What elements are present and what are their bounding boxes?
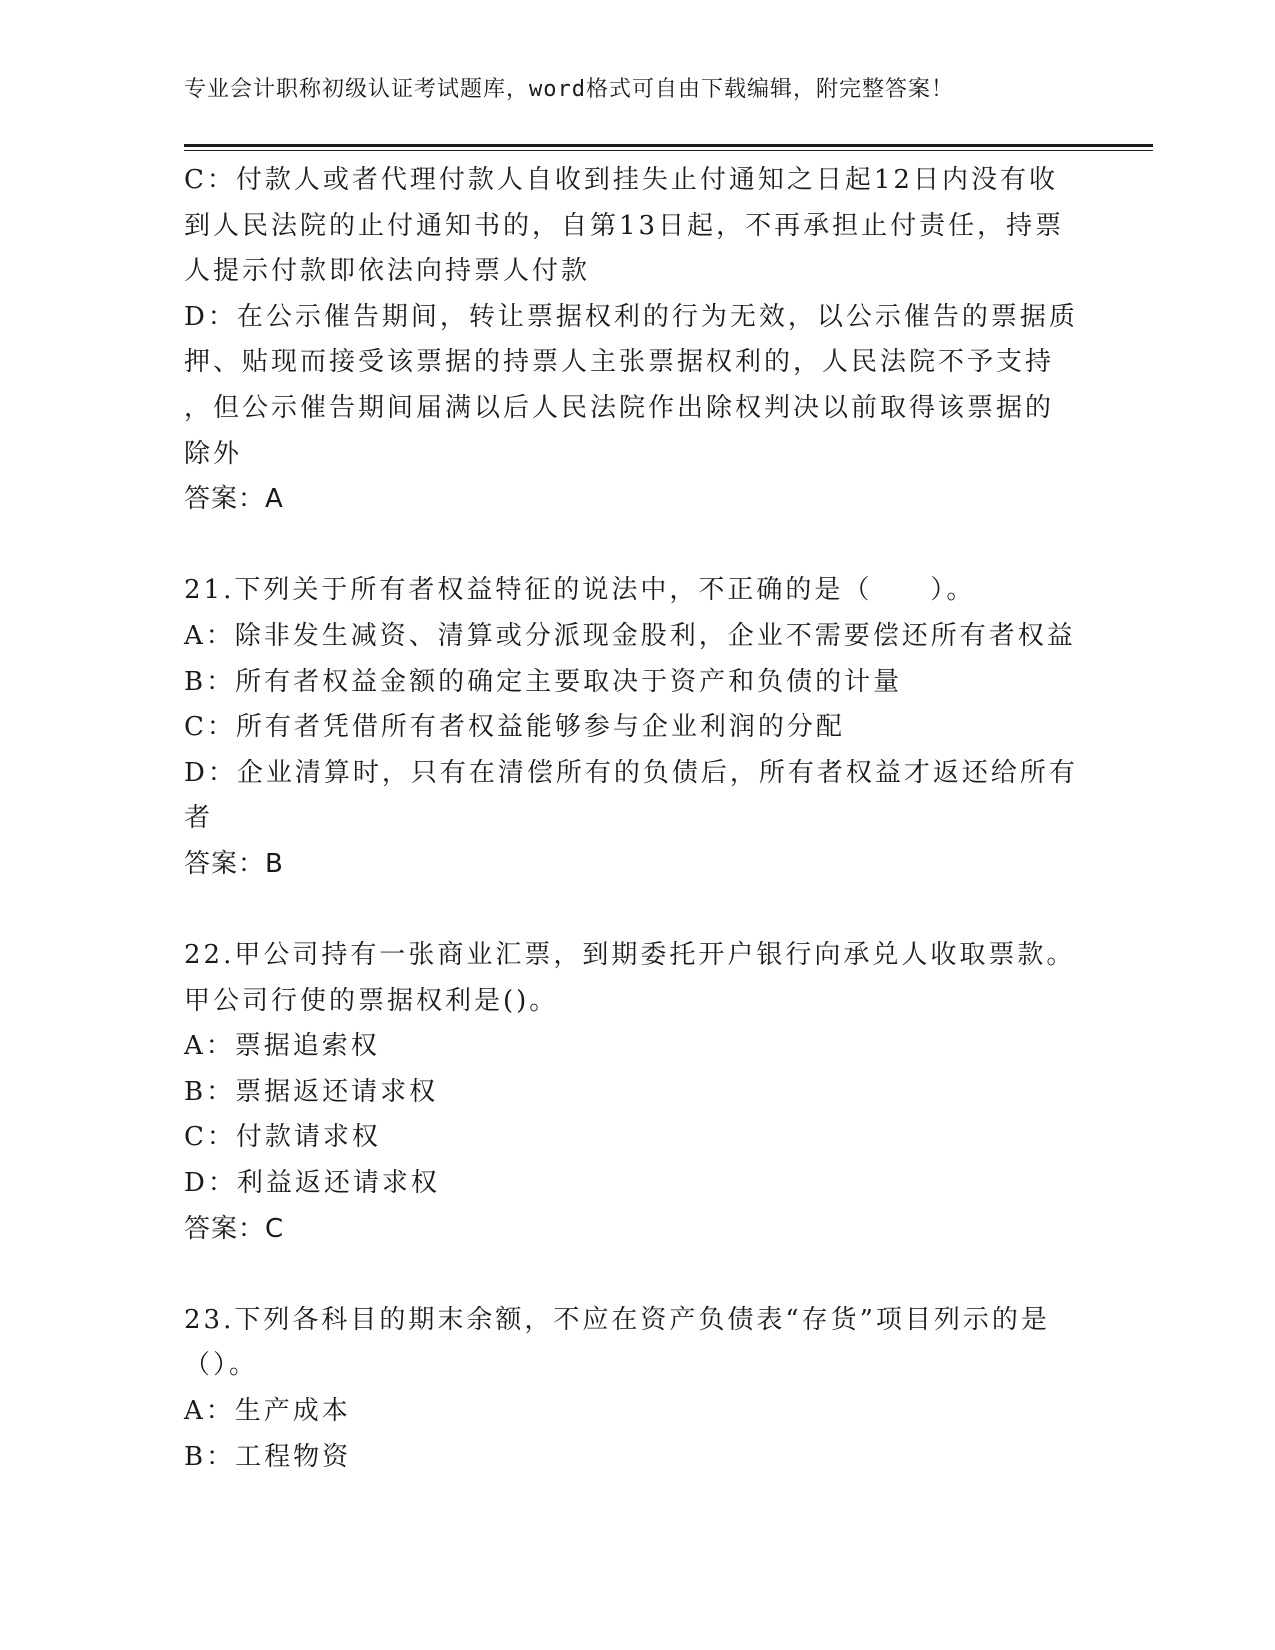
spacer bbox=[184, 523, 1084, 569]
option-d-line: D：企业清算时，只有在清偿所有的负债后，所有者权益才返还给所有 bbox=[184, 757, 1078, 788]
question-stem: 21.下列关于所有者权益特征的说法中，不正确的是（ ）。 bbox=[184, 575, 976, 606]
question-20-continued bbox=[184, 158, 1084, 523]
option-c-line: 到人民法院的止付通知书的，自第13日起，不再承担止付责任，持票 bbox=[184, 210, 1065, 241]
option-c: C：付款请求权 bbox=[184, 1122, 381, 1153]
option-d: D：利益返还请求权 bbox=[184, 1168, 440, 1199]
answer: 答案：B bbox=[184, 848, 284, 879]
header-rule-thick bbox=[184, 144, 1153, 147]
question-22 bbox=[184, 933, 1084, 1252]
option-a: A：除非发生减资、清算或分派现金股利，企业不需要偿还所有者权益 bbox=[184, 620, 1076, 651]
option-d-line: 押、贴现而接受该票据的持票人主张票据权利的，人民法院不予支持 bbox=[184, 347, 1055, 378]
option-a: A：票据追索权 bbox=[184, 1031, 380, 1062]
question-stem-line: （）。 bbox=[184, 1350, 259, 1381]
option-c-line: 人提示付款即依法向持票人付款 bbox=[184, 256, 591, 287]
question-stem-line: 23.下列各科目的期末余额，不应在资产负债表“存货”项目列示的是 bbox=[184, 1304, 1050, 1335]
question-stem-line: 甲公司行使的票据权利是()。 bbox=[184, 985, 559, 1016]
question-stem-line: 22.甲公司持有一张商业汇票，到期委托开户银行向承兑人收取票款。 bbox=[184, 940, 1076, 971]
question-23 bbox=[184, 1298, 1084, 1480]
option-d-line: ，但公示催告期间届满以后人民法院作出除权判决以前取得该票据的 bbox=[184, 392, 1055, 423]
option-b: B：工程物资 bbox=[184, 1441, 352, 1472]
option-d-line: D：在公示催告期间，转让票据权利的行为无效，以公示催告的票据质 bbox=[184, 301, 1078, 332]
option-b: B：所有者权益金额的确定主要取决于资产和负债的计量 bbox=[184, 666, 903, 697]
spacer bbox=[184, 1252, 1084, 1298]
spacer bbox=[184, 888, 1084, 934]
option-d-line: 除外 bbox=[184, 438, 243, 469]
header-rule-thin bbox=[184, 150, 1153, 151]
answer: 答案：C bbox=[184, 1213, 285, 1244]
answer: 答案：A bbox=[184, 484, 284, 515]
document-body bbox=[184, 158, 1084, 1480]
option-b: B：票据返还请求权 bbox=[184, 1076, 439, 1107]
option-c-line: C：付款人或者代理付款人自收到挂失止付通知之日起12日内没有收 bbox=[184, 165, 1058, 195]
page-header: 专业会计职称初级认证考试题库，word格式可自由下载编辑，附完整答案！ bbox=[184, 77, 954, 102]
option-d-line: 者 bbox=[184, 803, 214, 834]
question-21 bbox=[184, 568, 1084, 887]
option-a: A：生产成本 bbox=[184, 1396, 351, 1427]
option-c: C：所有者凭借所有者权益能够参与企业利润的分配 bbox=[184, 712, 845, 743]
